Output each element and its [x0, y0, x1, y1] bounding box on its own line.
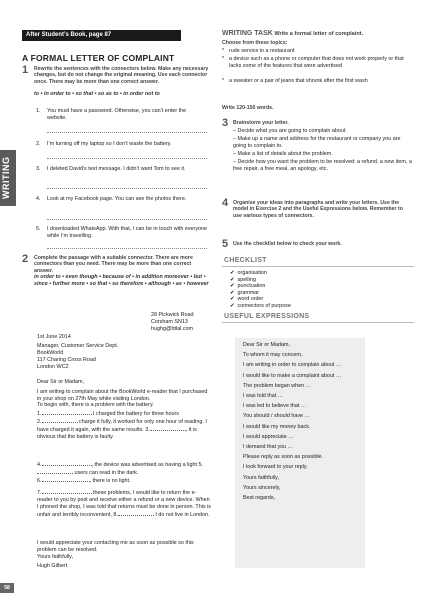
- expressions-title: USEFUL EXPRESSIONS: [224, 313, 310, 320]
- exercise-2-instruction: Complete the passage with a suitable connector. There are more connectors than you need. There may be more than one correct answer.: [34, 255, 193, 274]
- item-text: I downloaded WhatsApp. With that, I can be in touch with everyone while I’m travelling.: [47, 226, 208, 239]
- checkmark-icon: ✔: [230, 296, 235, 303]
- topic-text: a device such as a phone or computer that does not work properly or that lacks some of the features that were advertised: [229, 56, 404, 69]
- checkmark-icon: ✔: [230, 276, 235, 283]
- recipient-address: [37, 343, 157, 371]
- address-line: Manager, Customer Service Dept.: [37, 343, 119, 349]
- writing-task-choose: Choose from these topics:: [222, 40, 288, 46]
- divider: [222, 322, 414, 323]
- gap-number: 1.: [37, 411, 42, 417]
- item-number: 1.: [36, 108, 41, 114]
- checklist-title: CHECKLIST: [224, 257, 267, 264]
- expression-item: The problem began when …: [243, 382, 312, 389]
- address-line: 117 Charing Cross Road: [37, 357, 96, 363]
- writing-task: [222, 30, 418, 38]
- checklist-item: [230, 283, 370, 290]
- checkmark-icon: ✔: [230, 270, 235, 276]
- address-line: London WC2: [37, 364, 69, 370]
- exercise-1-connectors: to • in order to • so that • so as to • in order not to: [34, 91, 160, 97]
- expression-item: Yours sincerely,: [243, 484, 281, 491]
- gap-2-input[interactable]: [42, 418, 78, 423]
- item-number: 2.: [36, 141, 41, 147]
- expression-item: I would like my money back.: [243, 423, 311, 430]
- gap-number: 8.: [113, 512, 118, 518]
- checklist: [230, 270, 370, 310]
- list-item: [36, 141, 208, 149]
- item-text: You must have a password. Otherwise, you can’t enter the website.: [47, 108, 187, 121]
- letter-gap-paragraph: [37, 410, 211, 441]
- exercise-4-number: 4: [222, 197, 229, 209]
- brainstorm-point: – Decide how you want the problem to be resolved: a refund, a new item, a free repair, a free meal, an apology, etc.: [233, 159, 412, 172]
- checklist-item: [230, 277, 370, 284]
- exercise-2-number: 2: [22, 253, 29, 265]
- checklist-label: spelling: [237, 276, 256, 283]
- gap-4-input[interactable]: [42, 461, 92, 466]
- brainstorm-point: – Make a list of details about the problem.: [233, 151, 333, 157]
- topic-item: [222, 48, 412, 56]
- topic-text: rude service in a restaurant: [229, 48, 295, 54]
- letter-signature: Hugh Gilbert: [37, 563, 68, 569]
- checklist-item: [230, 296, 370, 303]
- item-number: 3.: [36, 166, 41, 172]
- checklist-item: [230, 303, 370, 310]
- expressions-list: [243, 340, 368, 503]
- gap-number: 2.: [37, 419, 42, 425]
- expression-item: I am writing in order to complain about …: [243, 362, 342, 369]
- letter-paragraph: I would appreciate your contacting me as soon as possible so this problem can be resolved.: [37, 540, 194, 553]
- letter-text: I charged the battery for three hours: [93, 411, 180, 417]
- exercise-2-connectors: in order to • even though • because of • in addition moreover • but • since • further more • so that • so therefore • although • as • however: [34, 274, 209, 288]
- address-line: BookWorld: [37, 350, 64, 356]
- gap-number: 7.: [37, 490, 42, 496]
- exercise-5-number: 5: [222, 238, 229, 250]
- brainstorm-point: – Decide what you are going to complain about.: [233, 128, 347, 134]
- item-number: 5.: [36, 226, 41, 232]
- list-item: [36, 166, 208, 180]
- bullet-icon: *: [222, 48, 225, 54]
- expression-item: I look forward to your reply.: [243, 464, 308, 471]
- expression-item: I demand that you …: [243, 444, 294, 451]
- expression-item: I would appreciate …: [243, 433, 294, 440]
- letter-gap-paragraph: [37, 489, 211, 519]
- letter-text: charge it fully, it worked for only one hour of reading. I have charged it again, with the same results.: [37, 419, 207, 433]
- item-text: I deleted David’s text message. I didn’t want Tom to see it.: [47, 166, 186, 172]
- page-number: 58: [0, 583, 14, 593]
- item-text: Look at my Facebook page. You can see the photos there.: [47, 196, 187, 202]
- expression-item: I would like to make a complaint about …: [243, 372, 342, 379]
- expression-item: Best regards,: [243, 495, 276, 502]
- gap-number: 5.: [198, 462, 203, 468]
- topic-item: [222, 56, 412, 78]
- letter-text: , there is no light.: [89, 478, 131, 484]
- gap-5-input[interactable]: [37, 469, 73, 474]
- gap-number: 3.: [145, 427, 150, 433]
- letter-text: I do not live in London.: [155, 512, 210, 518]
- word-limit: Write 120-150 words.: [222, 105, 274, 111]
- address-line: hughg@btlal.com: [151, 326, 194, 332]
- letter-text: these problems, I would like to return the e-reader to you by post and receive either a refund or a new device. When I phoned the shop, I was told that returns must be done in person. This is unfair and terribly inconvenient,: [37, 490, 212, 518]
- divider: [222, 266, 414, 267]
- list-item: [36, 196, 208, 210]
- expression-item: Dear Sir or Madam,: [243, 342, 291, 348]
- reference-tag: After Student’s Book, page 87: [22, 30, 181, 41]
- checkmark-icon: ✔: [230, 302, 235, 309]
- letter-text: , the device was advertised as having a light: [91, 462, 197, 468]
- letter-paragraph: I am writing to complain about the BookWorld e-reader that I purchased in your shop on 27th May while visiting London.: [37, 389, 208, 402]
- letter-date: 1st June 2014: [37, 334, 71, 340]
- topic-text: a sweater or a pair of jeans that shrunk after the first wash: [229, 78, 368, 84]
- expression-item: I was led to believe that …: [243, 403, 307, 410]
- bullet-icon: *: [222, 78, 225, 84]
- gap-1-input[interactable]: [42, 410, 92, 415]
- answer-line[interactable]: [47, 132, 207, 133]
- letter-paragraph: To begin with, there is a problem with the battery.: [37, 402, 154, 408]
- exercise-4-instruction: Organise your ideas into paragraphs and write your letters. Use the model in Exercise 2 and the Useful Expressions below. Remember to use various types of connectors.: [233, 200, 403, 219]
- list-item: [36, 108, 208, 122]
- exercise-5-instruction: Use the checklist below to check your work.: [233, 241, 342, 247]
- expression-item: Please reply as soon as possible.: [243, 454, 324, 461]
- brainstorm-point: – Make up a name and address for the restaurant or company you are going to complain to.: [233, 136, 401, 149]
- section-label: WRITING: [1, 156, 11, 200]
- exercise-3-instruction: Brainstorm your letter.: [233, 120, 289, 126]
- answer-line[interactable]: [47, 248, 207, 249]
- checklist-label: punctuation: [237, 283, 266, 290]
- checklist-label: organisation: [237, 270, 267, 276]
- exercise-1-instruction: Rewrite the sentences with the connectors below. Make any necessary changes, but do not change the original meaning. Use each connector once. There may be more than one correct answer.: [34, 66, 209, 85]
- checklist-label: connectors of purpose: [237, 302, 291, 309]
- expression-item: You should / should have …: [243, 413, 310, 420]
- expression-item: Yours faithfully,: [243, 474, 279, 481]
- brainstorm-list: [233, 128, 413, 181]
- expression-item: To whom it may concern,: [243, 352, 303, 359]
- writing-task-heading-rest: Write a formal letter of complaint.: [274, 31, 364, 37]
- letter-gap-paragraph: [37, 461, 211, 485]
- topic-list: [222, 48, 412, 93]
- writing-task-heading: WRITING TASK: [222, 30, 273, 37]
- checklist-item: [230, 270, 370, 277]
- address-line: 28 Pickwick Road: [151, 312, 194, 318]
- answer-line[interactable]: [47, 158, 207, 159]
- gap-number: 4.: [37, 462, 42, 468]
- answer-line[interactable]: [47, 188, 207, 189]
- answer-line[interactable]: [47, 219, 207, 220]
- gap-8-input[interactable]: [118, 511, 154, 516]
- expression-item: I was told that …: [243, 393, 284, 400]
- list-item: [36, 226, 208, 240]
- letter-signoff: Yours faithfully,: [37, 554, 73, 560]
- topic-item: [222, 78, 412, 93]
- item-number: 4.: [36, 196, 41, 202]
- checkmark-icon: ✔: [230, 283, 235, 290]
- checkmark-icon: ✔: [230, 289, 235, 296]
- sender-address: [151, 312, 221, 333]
- gap-3-input[interactable]: [150, 426, 186, 431]
- checklist-item: [230, 290, 370, 297]
- exercise-1-number: 1: [22, 64, 29, 76]
- checklist-label: grammar: [237, 289, 260, 296]
- gap-number: 6.: [37, 478, 42, 484]
- letter-greeting: Dear Sir or Madam,: [37, 379, 85, 385]
- address-line: Corsham SN13: [151, 319, 188, 325]
- page-title: A FORMAL LETTER OF COMPLAINT: [22, 53, 175, 63]
- bullet-icon: *: [222, 56, 225, 62]
- exercise-3-number: 3: [222, 117, 229, 129]
- item-text: I’m turning off my laptop so I don’t waste the battery.: [47, 141, 172, 147]
- gap-6-input[interactable]: [42, 477, 90, 482]
- letter-text: , it is obvious that the battery is faulty.: [37, 427, 197, 440]
- letter-text: users can read in the dark.: [74, 470, 139, 476]
- gap-7-input[interactable]: [42, 489, 92, 494]
- checklist-label: word order: [237, 296, 264, 303]
